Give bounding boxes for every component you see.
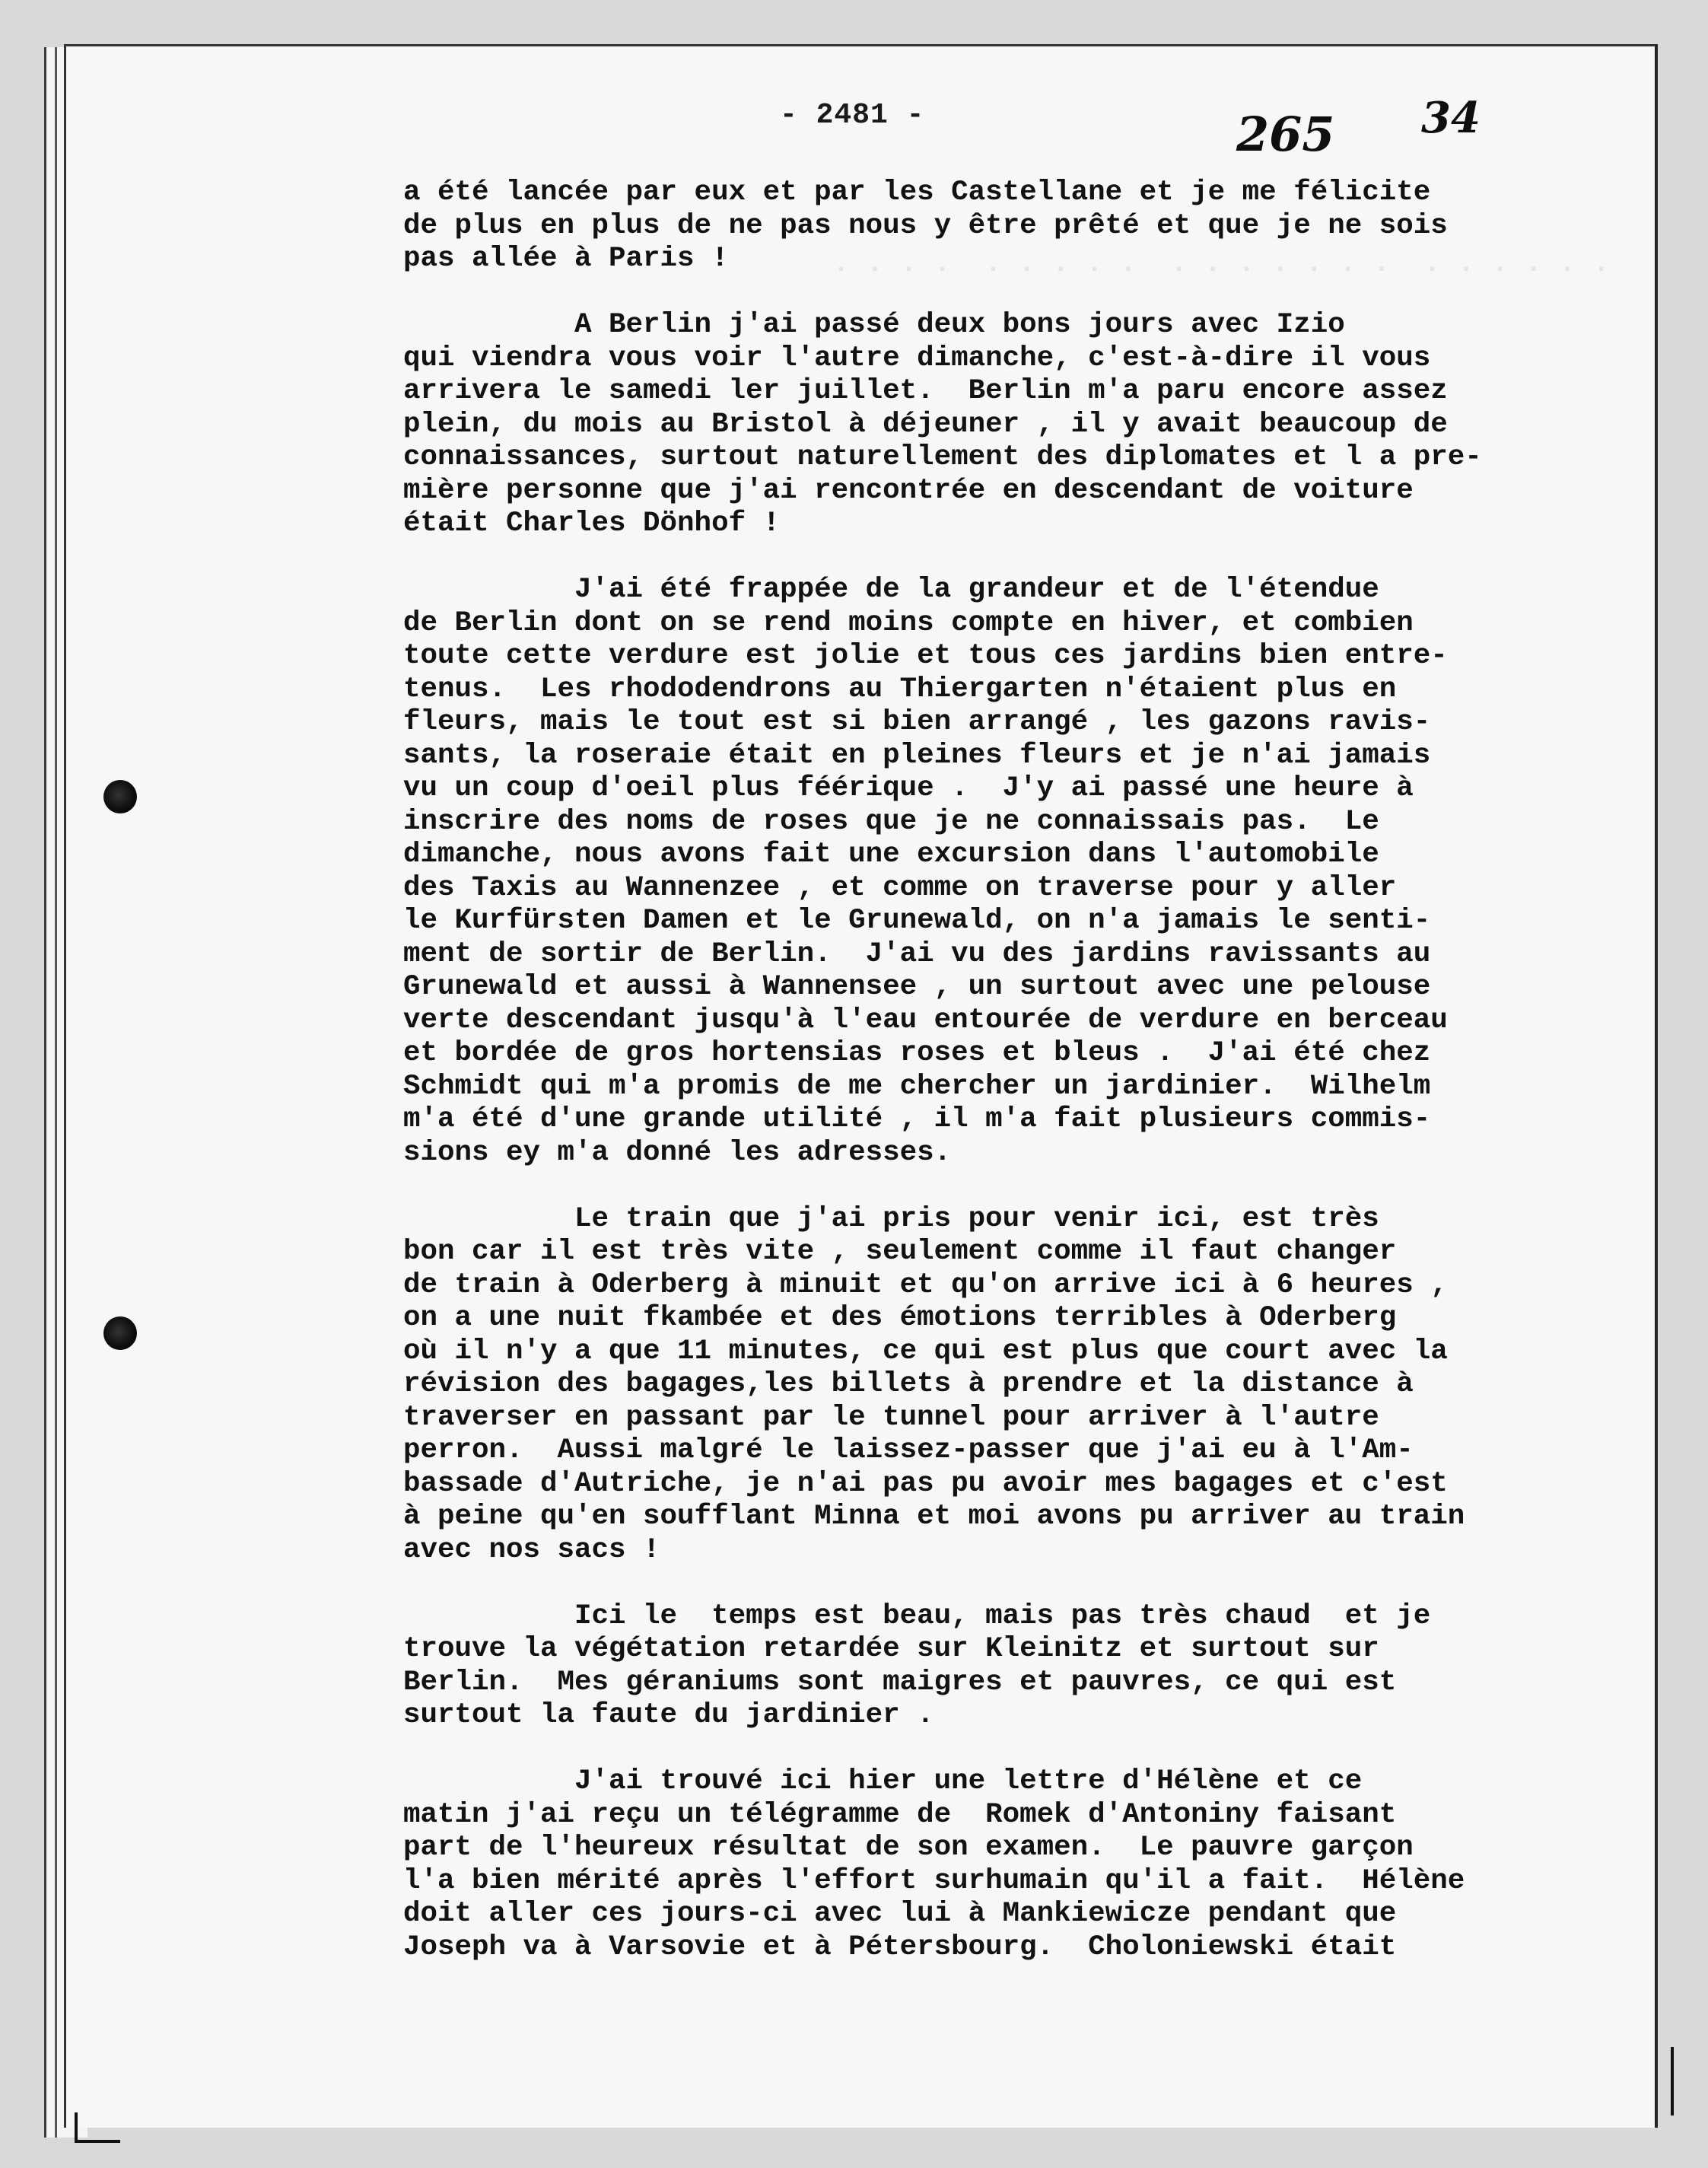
text-line: J'ai été frappée de la grandeur et de l'étendue — [403, 574, 1379, 606]
text-line: sions ey m'a donné les adresses. — [403, 1136, 952, 1169]
text-line: Le train que j'ai pris pour venir ici, est très — [403, 1202, 1379, 1235]
corner-mark-left — [75, 2112, 78, 2143]
text-line: verte descendant jusqu'à l'eau entourée de verdure en berceau — [403, 1004, 1448, 1036]
text-line: Berlin. Mes géraniums sont maigres et pauvres, ce qui est — [403, 1666, 1397, 1698]
text-line: mière personne que j'ai rencontrée en descendant de voiture — [403, 474, 1414, 507]
text-line: pas allée à Paris ! — [403, 243, 729, 275]
text-line: fleurs, mais le tout est si bien arrangé , les gazons ravis- — [403, 706, 1431, 738]
text-line: qui viendra vous voir l'autre dimanche, c'est-à-dire il vous — [403, 342, 1431, 374]
text-line: matin j'ai reçu un télégramme de Romek d'Antoniny faisant — [403, 1798, 1397, 1831]
punch-hole-lower — [103, 1316, 137, 1350]
handwritten-sheet-number: 34 — [1421, 93, 1481, 143]
text-line: Schmidt qui m'a promis de me chercher un jardinier. Wilhelm — [403, 1070, 1431, 1103]
text-line: Joseph va à Varsovie et à Pétersbourg. Choloniewski était — [403, 1931, 1397, 1963]
paragraph — [403, 1765, 1636, 1964]
text-line: surtout la faute du jardinier . — [403, 1699, 934, 1731]
text-line: et bordée de gros hortensias roses et bleus . J'ai été chez — [403, 1037, 1431, 1069]
punch-hole-upper — [103, 780, 137, 813]
handwritten-folio-number: 265 — [1236, 107, 1335, 162]
text-line: toute cette verdure est jolie et tous ces jardins bien entre- — [403, 640, 1448, 672]
text-line: sants, la roseraie était en pleines fleurs et je n'ai jamais — [403, 739, 1431, 772]
text-line: ment de sortir de Berlin. J'ai vu des jardins ravissants au — [403, 938, 1431, 970]
text-line: connaissances, surtout naturellement des diplomates et l a pre- — [403, 441, 1482, 473]
text-line: plein, du mois au Bristol à déjeuner , il y avait beaucoup de — [403, 408, 1448, 441]
text-line: était Charles Dönhof ! — [403, 508, 781, 540]
text-line: le Kurfürsten Damen et le Grunewald, on n'a jamais le senti- — [403, 905, 1431, 937]
text-line: traverser en passant par le tunnel pour arriver à l'autre — [403, 1401, 1379, 1434]
corner-mark-right — [1671, 2047, 1674, 2115]
text-line: tenus. Les rhododendrons au Thiergarten n'étaient plus en — [403, 673, 1397, 705]
text-line: dimanche, nous avons fait une excursion dans l'automobile — [403, 839, 1379, 871]
text-line: arrivera le samedi ler juillet. Berlin m'a paru encore assez — [403, 375, 1448, 407]
paragraph — [403, 309, 1636, 541]
letter-body — [403, 177, 1636, 1964]
text-line: vu un coup d'oeil plus féérique . J'y ai passé une heure à — [403, 772, 1414, 804]
text-line: avec nos sacs ! — [403, 1533, 660, 1566]
text-line: m'a été d'une grande utilité , il m'a fait plusieurs commis- — [403, 1103, 1431, 1135]
corner-mark-left-horizontal — [75, 2140, 120, 2143]
text-line: Grunewald et aussi à Wannensee , un surtout avec une pelouse — [403, 971, 1431, 1003]
paragraph — [403, 1600, 1636, 1733]
text-line: bon car il est très vite , seulement comme il faut changer — [403, 1236, 1397, 1268]
paragraph — [403, 177, 1636, 276]
text-line: Ici le temps est beau, mais pas très chaud et je — [403, 1600, 1431, 1632]
text-line: J'ai trouvé ici hier une lettre d'Hélène et ce — [403, 1765, 1363, 1797]
text-line: l'a bien mérité après l'effort surhumain qu'il a fait. Hélène — [403, 1864, 1465, 1897]
text-line: des Taxis au Wannenzee , et comme on traverse pour y aller — [403, 871, 1397, 904]
page-number: - 2481 - — [780, 99, 925, 132]
text-line: a été lancée par eux et par les Castellane et je me félicite — [403, 177, 1431, 209]
text-line: où il n'y a que 11 minutes, ce qui est plus que court avec la — [403, 1335, 1448, 1367]
text-line: bassade d'Autriche, je n'ai pas pu avoir mes bagages et c'est — [403, 1467, 1448, 1500]
paragraph — [403, 1203, 1636, 1568]
text-line: A Berlin j'ai passé deux bons jours avec Izio — [403, 309, 1345, 341]
text-line: de Berlin dont on se rend moins compte en hiver, et combien — [403, 606, 1414, 639]
text-line: de plus en plus de ne pas nous y être prêté et que je ne sois — [403, 209, 1448, 242]
paragraph — [403, 574, 1636, 1170]
text-line: part de l'heureux résultat de son examen. Le pauvre garçon — [403, 1832, 1414, 1864]
text-line: révision des bagages,les billets à prendre et la distance à — [403, 1368, 1414, 1400]
text-line: perron. Aussi malgré le laissez-passer que j'ai eu à l'Am- — [403, 1434, 1414, 1466]
text-line: de train à Oderberg à minuit et qu'on arrive ici à 6 heures , — [403, 1269, 1448, 1301]
text-line: on a une nuit fkambée et des émotions terribles à Oderberg — [403, 1302, 1397, 1334]
text-line: à peine qu'en soufflant Minna et moi avons pu arriver au train — [403, 1501, 1465, 1533]
bleed-through-text: . . . . . . . . . . . . . . . . . . . . . . — [799, 248, 1610, 280]
text-line: trouve la végétation retardée sur Kleinitz et surtout sur — [403, 1633, 1379, 1665]
text-line: inscrire des noms de roses que je ne connaissais pas. Le — [403, 805, 1379, 838]
text-line: doit aller ces jours-ci avec lui à Mankiewicze pendant que — [403, 1898, 1397, 1930]
